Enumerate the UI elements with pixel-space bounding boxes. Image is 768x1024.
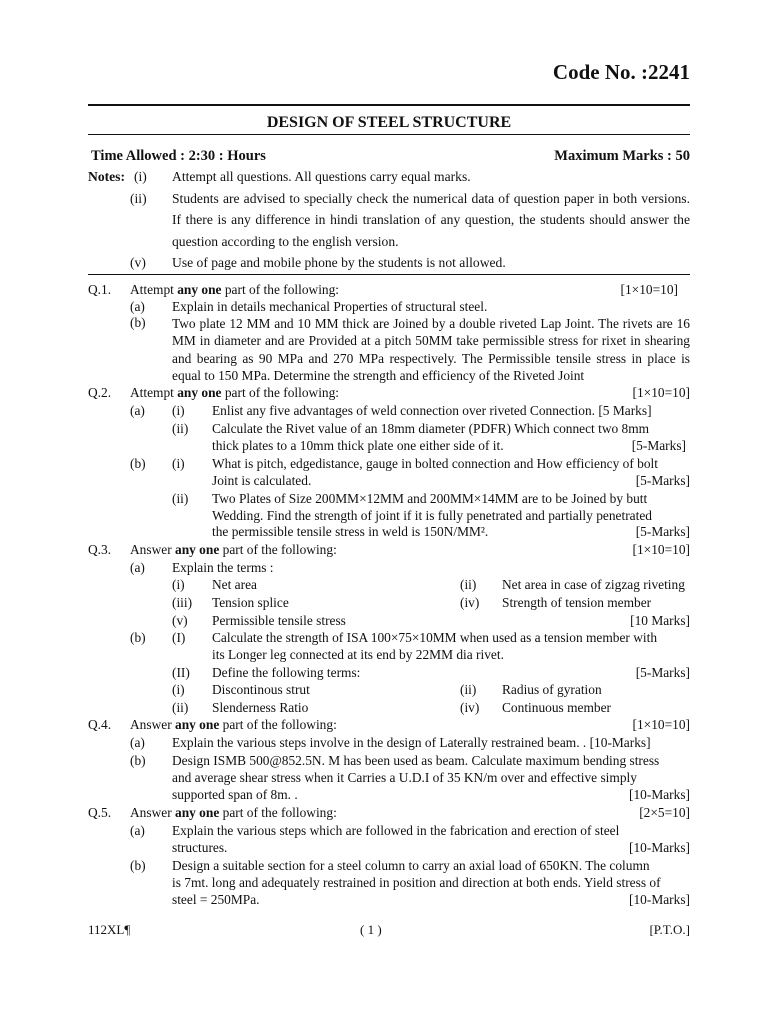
question-prompt: Attempt any one part of the following: (130, 385, 340, 400)
def-text: Slenderness Ratio (212, 700, 309, 715)
question-number: Q.1. (88, 282, 112, 297)
part-label: (b) (130, 630, 146, 645)
part-label: (a) (130, 823, 145, 838)
term-text: Net area (212, 577, 257, 592)
sub-marks: [5-Marks] (631, 438, 686, 453)
sub-label: (i) (172, 403, 185, 418)
term-label: (v) (172, 613, 188, 628)
sub-label: (ii) (172, 421, 189, 436)
sub-text: Calculate the Rivet value of an 18mm diameter (PDFR) Which connect two 8mm (212, 421, 650, 436)
part-text: steel = 250MPa. (172, 892, 260, 907)
question-marks: [1×10=10] (632, 717, 690, 732)
note-text: Students are advised to specially check the numerical data of question paper in both versions. If there is any difference in hindi translation of any question, the students should answer the question according to the english version. (172, 191, 690, 249)
part-label: (b) (130, 456, 146, 471)
term-label: (iii) (172, 595, 193, 610)
part-marks: [10-Marks] (629, 892, 690, 907)
footer-code: 112XL¶ (88, 922, 131, 937)
code-number: Code No. :2241 (552, 60, 690, 84)
sub-text: the permissible tensile stress in weld is 150N/MM². (212, 524, 489, 539)
def-text: Radius of gyration (502, 682, 602, 697)
sub-text: Enlist any five advantages of weld connection over riveted Connection. [5 Marks] (212, 403, 652, 418)
question-number: Q.3. (88, 542, 112, 557)
note-text: Use of page and mobile phone by the students is not allowed. (172, 255, 506, 270)
term-label: (iv) (460, 595, 480, 610)
def-text: Discontinous strut (212, 682, 310, 697)
part-label: (b) (130, 858, 146, 873)
term-label: (ii) (460, 577, 477, 592)
part-text: supported span of 8m. . (172, 787, 298, 802)
part-text: is 7mt. long and adequately restrained in position and direction at both ends. Yield stress of (172, 875, 661, 890)
def-text: Continuous member (502, 700, 611, 715)
part-label: (a) (130, 403, 145, 418)
sub-marks: [5-Marks] (635, 665, 690, 680)
notes-label: Notes: (88, 169, 125, 184)
sub-text: Joint is calculated. (212, 473, 312, 488)
question-marks: [1×10=10] (632, 542, 690, 557)
term-text: Strength of tension member (502, 595, 652, 610)
sub-text: its Longer leg connected at its end by 22MM dia rivet. (212, 647, 504, 662)
def-label: (i) (172, 682, 185, 697)
part-label: (b) (130, 315, 146, 330)
question-prompt: Answer any one part of the following: (130, 717, 337, 732)
sub-text: Wedding. Find the strength of joint if it is fully penetrated and partially penetrated (212, 508, 652, 523)
part-text: Explain in details mechanical Properties of structural steel. (172, 299, 488, 314)
question-number: Q.5. (88, 805, 112, 820)
paper-title: DESIGN OF STEEL STRUCTURE (266, 114, 512, 131)
part-marks: [10-Marks] (629, 787, 690, 802)
title-rule (88, 134, 690, 135)
time-allowed: Time Allowed : 2:30 : Hours (91, 148, 266, 164)
question-prompt: Answer any one part of the following: (130, 805, 337, 820)
sub-marks: [5-Marks] (635, 473, 690, 488)
sub-text: What is pitch, edgedistance, gauge in bolted connection and How efficiency of bolt (212, 456, 658, 471)
question-marks: [1×10=10] (620, 282, 678, 297)
part-text: Explain the various steps which are followed in the fabrication and erection of steel (172, 823, 620, 838)
part-marks: [10 Marks] (630, 613, 690, 628)
sub-label: (I) (172, 630, 186, 645)
part-label: (a) (130, 560, 145, 575)
def-label: (iv) (460, 700, 480, 715)
question-prompt: Attempt any one part of the following: (130, 282, 340, 297)
sub-text: thick plates to a 10mm thick plate one either side of it. (212, 438, 504, 453)
term-label: (i) (172, 577, 185, 592)
def-label: (ii) (460, 682, 477, 697)
sub-marks: [5-Marks] (635, 524, 690, 539)
sub-text: Two Plates of Size 200MM×12MM and 200MM×14MM are to be Joined by butt (212, 491, 648, 506)
def-label: (ii) (172, 700, 189, 715)
part-label: (a) (130, 299, 145, 314)
part-text: Design ISMB 500@852.5N. M has been used as beam. Calculate maximum bending stress (172, 753, 660, 768)
term-text: Tension splice (212, 595, 289, 610)
sub-label: (ii) (172, 491, 189, 506)
part-text: structures. (172, 840, 228, 855)
sub-text: Define the following terms: (212, 665, 361, 680)
part-label: (a) (130, 735, 145, 750)
part-text: Explain the terms : (172, 560, 274, 575)
part-label: (b) (130, 753, 146, 768)
part-marks: [10-Marks] (629, 840, 690, 855)
q1-part-b-text: Two plate 12 MM and 10 MM thick are Joined by a double riveted Lap Joint. The rivets are 16 MM in diameter and are Provided at a pitch 50MM take permissible stress for rixet in shearing and bearing as 90 MPa and 270 MPa respectively. The Permissible tensile stress in place is equal to 150 MPa. Determine the strength and efficiency of the Riveted Joint (172, 316, 690, 384)
sub-text: Calculate the strength of ISA 100×75×10MM when used as a tension member with (212, 630, 658, 645)
question-prompt: Answer any one part of the following: (130, 542, 337, 557)
question-marks: [1×10=10] (632, 385, 690, 400)
sub-label: (II) (172, 665, 190, 680)
notes-rule (88, 274, 690, 275)
term-text: Permissible tensile stress (212, 613, 346, 628)
term-text: Net area in case of zigzag riveting (502, 577, 685, 592)
question-number: Q.4. (88, 717, 112, 732)
note-num: (ii) (130, 191, 147, 206)
note-text: Attempt all questions. All questions carry equal marks. (172, 169, 471, 184)
maximum-marks: Maximum Marks : 50 (554, 148, 690, 164)
note-num: (v) (130, 255, 146, 270)
question-marks: [2×5=10] (639, 805, 690, 820)
top-rule (88, 104, 690, 106)
note-num: (i) (134, 169, 147, 184)
part-text: and average shear stress when it Carries a U.D.I of 35 KN/m over and effective simply (172, 770, 637, 785)
page-number: ( 1 ) (360, 922, 382, 937)
question-number: Q.2. (88, 385, 112, 400)
part-text: Explain the various steps involve in the design of Laterally restrained beam. . [10-Marks] (172, 735, 651, 750)
sub-label: (i) (172, 456, 185, 471)
part-text: Design a suitable section for a steel column to carry an axial load of 650KN. The column (172, 858, 650, 873)
pto-label: [P.T.O.] (649, 922, 690, 937)
